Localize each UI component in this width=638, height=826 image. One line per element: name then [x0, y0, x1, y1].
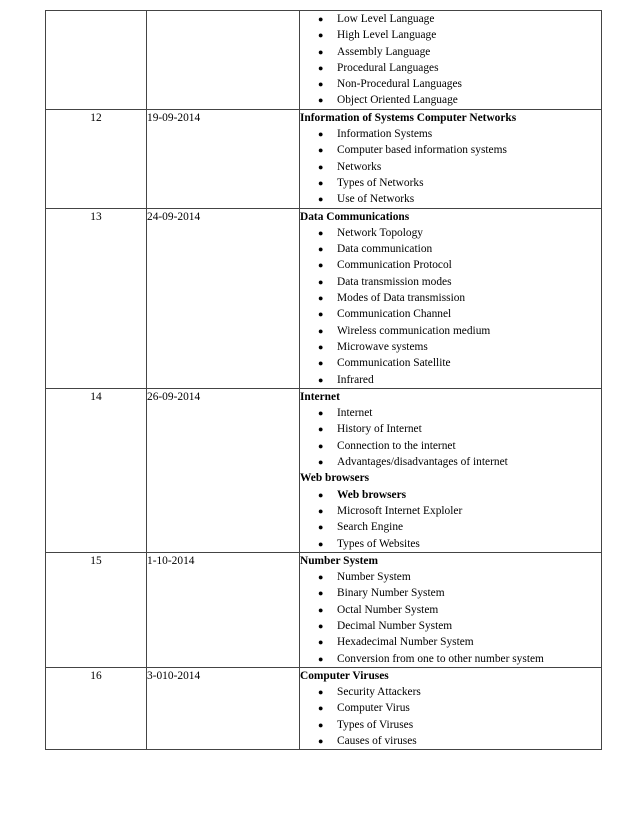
- list-item: [300, 11, 601, 27]
- bullet-icon: ●: [318, 719, 324, 730]
- list-item: [300, 421, 601, 437]
- list-item: [300, 733, 601, 749]
- list-item: [300, 684, 601, 700]
- subtopic-text: Information Systems: [337, 128, 433, 141]
- list-item: [300, 60, 601, 76]
- subtopic-text: Infrared: [337, 373, 374, 386]
- subtopic-text: Communication Satellite: [337, 357, 451, 370]
- bullet-icon: ●: [318, 653, 324, 664]
- lecture-number-cell: 14: [46, 388, 147, 552]
- list-item: [300, 651, 601, 667]
- bullet-icon: ●: [318, 620, 324, 631]
- bullet-icon: ●: [318, 293, 324, 304]
- subtopic-list: [300, 569, 601, 667]
- lecture-topics-cell: [300, 11, 602, 110]
- bullet-icon: ●: [318, 489, 324, 500]
- bullet-icon: ●: [318, 374, 324, 385]
- list-item: [300, 191, 601, 207]
- list-item: [300, 405, 601, 421]
- subtopic-text: Decimal Number System: [337, 619, 453, 632]
- subtopic-text: Wireless communication medium: [337, 324, 491, 337]
- subtopic-text: Number System: [337, 571, 411, 584]
- bullet-icon: ●: [318, 408, 324, 419]
- bullet-icon: ●: [318, 129, 324, 140]
- topic-heading: Number System: [300, 554, 378, 567]
- lecture-topics-cell: [300, 667, 602, 749]
- subtopic-text: Causes of viruses: [337, 735, 417, 748]
- subtopic-text: Network Topology: [337, 226, 423, 239]
- subtopic-text: Use of Networks: [337, 193, 415, 206]
- topic-heading: Internet: [300, 390, 340, 403]
- subtopic-text: Binary Number System: [337, 587, 445, 600]
- topic-heading: Web browsers: [300, 472, 370, 485]
- subtopic-text: Modes of Data transmission: [337, 292, 466, 305]
- subtopic-text: Low Level Language: [337, 13, 435, 25]
- bullet-icon: ●: [318, 522, 324, 533]
- subtopic-text: Internet: [337, 407, 373, 420]
- bullet-icon: ●: [318, 194, 324, 205]
- table-row: [46, 388, 602, 552]
- bullet-icon: ●: [318, 325, 324, 336]
- subtopic-list: [300, 225, 601, 388]
- subtopic-text: Microwave systems: [337, 340, 428, 353]
- bullet-icon: ●: [318, 161, 324, 172]
- bullet-icon: ●: [318, 358, 324, 369]
- bullet-icon: ●: [318, 457, 324, 468]
- subtopic-text: History of Internet: [337, 423, 422, 436]
- list-item: [300, 27, 601, 43]
- bullet-icon: ●: [318, 14, 324, 24]
- list-item: [300, 569, 601, 585]
- list-item: [300, 142, 601, 158]
- table-row: [46, 11, 602, 110]
- subtopic-text: Advantages/disadvantages of internet: [337, 456, 508, 469]
- bullet-icon: ●: [318, 687, 324, 698]
- bullet-icon: ●: [318, 440, 324, 451]
- subtopic-text: Microsoft Internet Exploler: [337, 504, 463, 517]
- list-item: [300, 717, 601, 733]
- lecture-topics-cell: [300, 552, 602, 667]
- lecture-schedule-table: [45, 10, 602, 750]
- subtopic-text: Security Attackers: [337, 686, 421, 699]
- bullet-icon: ●: [318, 572, 324, 583]
- topic-heading: Data Communications: [300, 210, 410, 223]
- list-item: [300, 618, 601, 634]
- list-item: [300, 519, 601, 535]
- bullet-icon: ●: [318, 177, 324, 188]
- lecture-number-cell: [46, 11, 147, 110]
- subtopic-text: Non-Procedural Languages: [337, 78, 462, 91]
- bullet-icon: ●: [318, 145, 324, 156]
- lecture-schedule-body: [46, 11, 602, 750]
- bullet-icon: ●: [318, 95, 324, 106]
- list-item: [300, 225, 601, 241]
- list-item: [300, 175, 601, 191]
- subtopic-text: Procedural Languages: [337, 61, 439, 74]
- list-item: [300, 241, 601, 257]
- lecture-date-cell: 24-09-2014: [147, 208, 300, 388]
- bullet-icon: ●: [318, 79, 324, 90]
- list-item: [300, 126, 601, 142]
- subtopic-text: Octal Number System: [337, 603, 439, 616]
- bullet-icon: ●: [318, 637, 324, 648]
- list-item: [300, 634, 601, 650]
- subtopic-text: Assembly Language: [337, 45, 431, 58]
- subtopic-list: [300, 405, 601, 470]
- bullet-icon: ●: [318, 604, 324, 615]
- list-item: [300, 585, 601, 601]
- subtopic-text: Web browsers: [337, 488, 407, 501]
- list-item: [300, 503, 601, 519]
- table-row: [46, 109, 602, 208]
- lecture-topics-cell: [300, 109, 602, 208]
- lecture-number-cell: 16: [46, 667, 147, 749]
- subtopic-text: Data transmission modes: [337, 275, 452, 288]
- list-item: [300, 602, 601, 618]
- list-item: [300, 257, 601, 273]
- subtopic-list: [300, 126, 601, 207]
- list-item: [300, 454, 601, 470]
- subtopic-list: [300, 11, 601, 109]
- list-item: [300, 290, 601, 306]
- lecture-date-cell: 3-010-2014: [147, 667, 300, 749]
- list-item: [300, 536, 601, 552]
- bullet-icon: ●: [318, 46, 324, 57]
- table-row: [46, 667, 602, 749]
- list-item: [300, 438, 601, 454]
- lecture-date-cell: 26-09-2014: [147, 388, 300, 552]
- bullet-icon: ●: [318, 341, 324, 352]
- lecture-topics-cell: [300, 388, 602, 552]
- bullet-icon: ●: [318, 30, 324, 41]
- list-item: [300, 44, 601, 60]
- bullet-icon: ●: [318, 260, 324, 271]
- subtopic-text: Computer based information systems: [337, 144, 507, 157]
- subtopic-text: Object Oriented Language: [337, 94, 458, 107]
- bullet-icon: ●: [318, 538, 324, 549]
- subtopic-text: Types of Networks: [337, 176, 424, 189]
- subtopic-text: Networks: [337, 160, 382, 173]
- lecture-number-cell: 12: [46, 109, 147, 208]
- subtopic-text: High Level Language: [337, 29, 437, 42]
- list-item: [300, 372, 601, 388]
- list-item: [300, 159, 601, 175]
- list-item: [300, 274, 601, 290]
- list-item: [300, 306, 601, 322]
- lecture-topics-cell: [300, 208, 602, 388]
- list-item: [300, 323, 601, 339]
- lecture-date-cell: 19-09-2014: [147, 109, 300, 208]
- topic-heading: Information of Systems Computer Networks: [300, 111, 517, 124]
- list-item: [300, 355, 601, 371]
- bullet-icon: ●: [318, 227, 324, 238]
- subtopic-text: Hexadecimal Number System: [337, 636, 474, 649]
- lecture-number-cell: 15: [46, 552, 147, 667]
- subtopic-text: Types of Websites: [337, 537, 420, 550]
- lecture-number-cell: 13: [46, 208, 147, 388]
- subtopic-text: Search Engine: [337, 521, 404, 534]
- lecture-date-cell: 1-10-2014: [147, 552, 300, 667]
- list-item: [300, 487, 601, 503]
- subtopic-text: Communication Protocol: [337, 259, 452, 272]
- lecture-date-cell: [147, 11, 300, 110]
- topic-heading: Computer Viruses: [300, 669, 389, 682]
- bullet-icon: ●: [318, 62, 324, 73]
- bullet-icon: ●: [318, 276, 324, 287]
- bullet-icon: ●: [318, 505, 324, 516]
- bullet-icon: ●: [318, 703, 324, 714]
- table-row: [46, 552, 602, 667]
- list-item: [300, 76, 601, 92]
- bullet-icon: ●: [318, 588, 324, 599]
- bullet-icon: ●: [318, 736, 324, 747]
- subtopic-text: Communication Channel: [337, 308, 452, 321]
- subtopic-text: Types of Viruses: [337, 718, 414, 731]
- subtopic-text: Conversion from one to other number system: [337, 652, 544, 665]
- bullet-icon: ●: [318, 309, 324, 320]
- bullet-icon: ●: [318, 244, 324, 255]
- subtopic-text: Connection to the internet: [337, 439, 456, 452]
- subtopic-list: [300, 487, 601, 552]
- list-item: [300, 339, 601, 355]
- list-item: [300, 700, 601, 716]
- list-item: [300, 92, 601, 108]
- subtopic-text: Data communication: [337, 243, 433, 256]
- subtopic-list: [300, 684, 601, 749]
- bullet-icon: ●: [318, 424, 324, 435]
- table-row: [46, 208, 602, 388]
- subtopic-text: Computer Virus: [337, 702, 410, 715]
